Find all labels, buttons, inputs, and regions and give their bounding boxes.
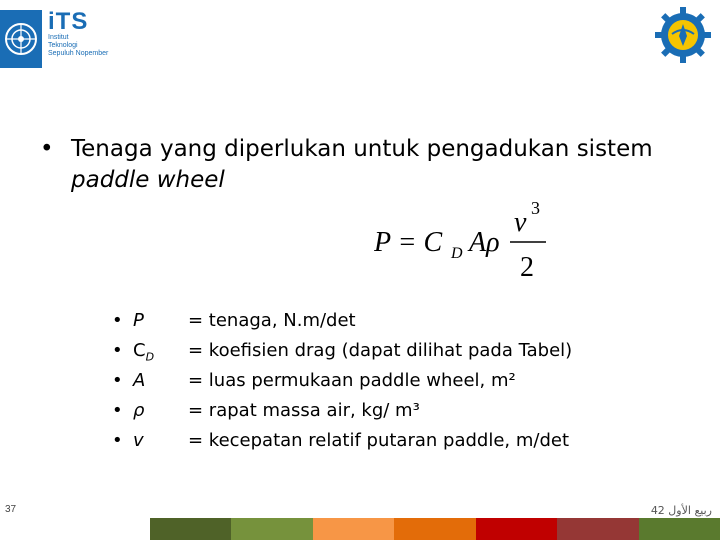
its-logo-text — [48, 10, 108, 58]
bullet-dot: • — [112, 340, 123, 361]
symbol-text: P — [133, 310, 144, 331]
bullet-dot: • — [112, 430, 123, 451]
formula-subscript: D — [451, 245, 463, 262]
bullet-dot: • — [40, 136, 54, 162]
its-logo-line-3: Sepuluh Nopember — [48, 50, 109, 57]
color-bar-segment — [394, 518, 475, 540]
definition-description: = tenaga, N.m/det — [188, 310, 356, 331]
definition-row — [112, 306, 692, 336]
bullet-dot: • — [112, 310, 123, 331]
its-wordmark: iTS — [48, 8, 89, 35]
bullet-dot: • — [112, 370, 123, 391]
formula-exponent: 3 — [531, 198, 540, 218]
formula-mid: Aρ — [469, 227, 500, 258]
symbol-text: v — [133, 430, 144, 451]
formula-denominator: 2 — [520, 252, 534, 283]
main-bullet-text — [71, 134, 671, 196]
power-formula — [374, 196, 554, 286]
its-emblem-icon — [654, 6, 712, 64]
definition-description: = koefisien drag (dapat dilihat pada Tabel) — [188, 340, 573, 361]
definition-description: = rapat massa air, kg/ m³ — [188, 400, 420, 421]
its-logo-line-2: Teknologi — [48, 42, 78, 49]
color-bar-segment — [150, 518, 231, 540]
definition-description: = kecepatan relatif putaran paddle, m/det — [188, 430, 569, 451]
symbol-text: ρ — [133, 400, 145, 421]
color-bar-segment — [231, 518, 312, 540]
color-bar-segment — [476, 518, 557, 540]
slide-number: 37 — [5, 504, 17, 515]
definition-row — [112, 426, 692, 456]
definition-symbol — [133, 426, 144, 463]
bullet-text-plain: Tenaga yang diperlukan untuk pengadukan sistem — [71, 136, 653, 162]
definition-list — [112, 306, 692, 456]
symbol-subscript: D — [145, 350, 155, 364]
footer-color-bar — [150, 518, 720, 540]
its-logo — [0, 6, 125, 68]
formula-lhs: P = C — [374, 227, 443, 258]
color-bar-segment — [313, 518, 394, 540]
bullet-dot: • — [112, 400, 123, 421]
definition-description: = luas permukaan paddle wheel, m² — [188, 370, 516, 391]
footer-date: ربيع الأول 42 — [650, 504, 712, 517]
its-seal-icon — [0, 10, 42, 68]
bullet-text-italic: paddle wheel — [71, 167, 225, 193]
definition-row — [112, 336, 692, 366]
definition-row — [112, 366, 692, 396]
its-logo-line-1: Institut — [48, 34, 69, 41]
color-bar-segment — [639, 518, 720, 540]
symbol-text: A — [133, 370, 146, 391]
symbol-text: C — [133, 340, 146, 361]
formula-numerator: v — [514, 207, 527, 238]
color-bar-segment — [557, 518, 638, 540]
definition-row — [112, 396, 692, 426]
